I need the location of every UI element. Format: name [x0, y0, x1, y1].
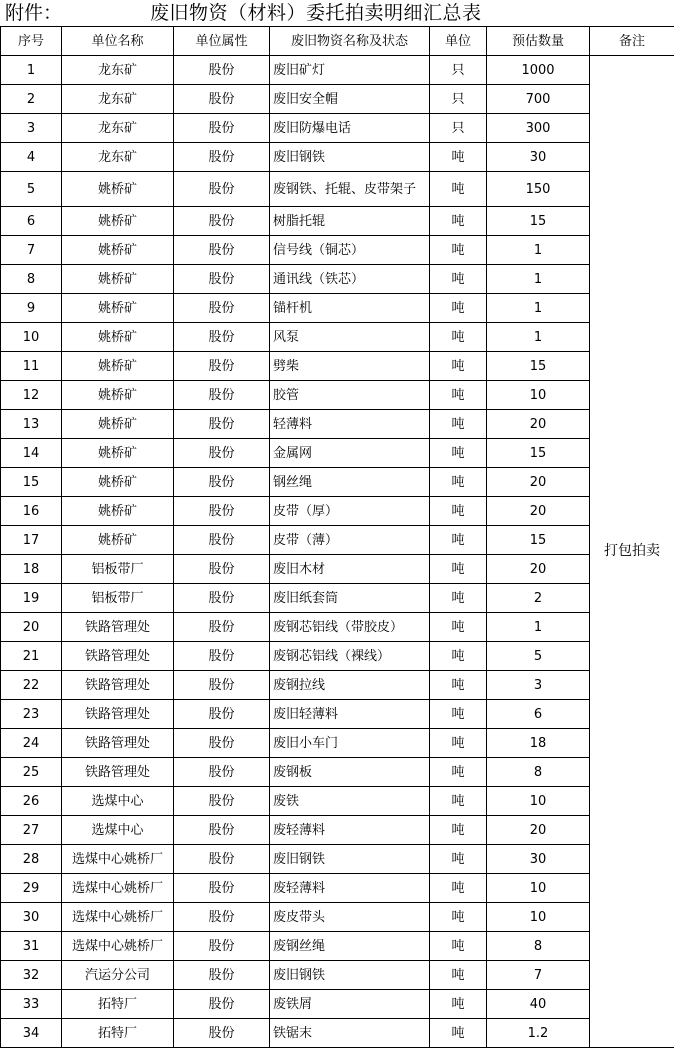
cell-uom: 吨 — [430, 671, 487, 700]
table-row — [1, 526, 674, 555]
cell-uom: 吨 — [430, 845, 487, 874]
item-name-text: 钢丝绳 — [273, 474, 313, 490]
table-row — [1, 207, 674, 236]
cell-no: 12 — [1, 381, 62, 410]
cell-item — [270, 990, 430, 1019]
table-row — [1, 671, 674, 700]
item-name-text: 废钢芯铝线（裸线） — [273, 648, 391, 664]
cell-unit-name: 姚桥矿 — [62, 323, 174, 352]
cell-uom: 吨 — [430, 758, 487, 787]
item-name-text: 皮带（薄） — [273, 532, 339, 548]
cell-attr: 股份 — [174, 584, 270, 613]
table-row — [1, 700, 674, 729]
cell-no: 22 — [1, 671, 62, 700]
cell-unit-name: 选煤中心姚桥厂 — [62, 903, 174, 932]
cell-attr: 股份 — [174, 642, 270, 671]
cell-attr: 股份 — [174, 114, 270, 143]
cell-qty: 10 — [487, 787, 590, 816]
cell-unit-name: 铁路管理处 — [62, 642, 174, 671]
cell-uom: 吨 — [430, 143, 487, 172]
table-row — [1, 729, 674, 758]
item-name-text: 风泵 — [273, 329, 300, 345]
item-name-text: 废旧钢铁 — [273, 149, 326, 165]
cell-qty: 20 — [487, 410, 590, 439]
item-name-text: 废旧轻薄料 — [273, 706, 339, 722]
cell-qty: 3 — [487, 671, 590, 700]
cell-item — [270, 143, 430, 172]
cell-unit-name: 铁路管理处 — [62, 700, 174, 729]
cell-qty: 7 — [487, 961, 590, 990]
cell-qty: 18 — [487, 729, 590, 758]
table-row — [1, 555, 674, 584]
cell-unit-name: 姚桥矿 — [62, 352, 174, 381]
cell-uom: 吨 — [430, 816, 487, 845]
col-header-remark: 备注 — [590, 27, 674, 56]
item-name-text: 废轻薄料 — [273, 822, 326, 838]
cell-uom: 吨 — [430, 236, 487, 265]
table-row — [1, 584, 674, 613]
cell-no: 5 — [1, 172, 62, 207]
cell-uom: 吨 — [430, 323, 487, 352]
cell-attr: 股份 — [174, 468, 270, 497]
item-name-text: 树脂托辊 — [273, 213, 326, 229]
cell-uom: 只 — [430, 85, 487, 114]
item-name-text: 废旧纸套筒 — [273, 590, 339, 606]
cell-qty: 10 — [487, 903, 590, 932]
cell-qty: 15 — [487, 352, 590, 381]
cell-no: 7 — [1, 236, 62, 265]
cell-no: 20 — [1, 613, 62, 642]
cell-no: 11 — [1, 352, 62, 381]
item-name-text: 废旧安全帽 — [273, 91, 339, 107]
cell-unit-name: 铝板带厂 — [62, 584, 174, 613]
cell-attr: 股份 — [174, 700, 270, 729]
col-header-no: 序号 — [1, 27, 62, 56]
cell-attr: 股份 — [174, 845, 270, 874]
cell-uom: 吨 — [430, 381, 487, 410]
table-row — [1, 56, 674, 85]
cell-attr: 股份 — [174, 729, 270, 758]
cell-qty: 15 — [487, 207, 590, 236]
cell-item — [270, 236, 430, 265]
cell-no: 2 — [1, 85, 62, 114]
cell-item — [270, 642, 430, 671]
cell-item — [270, 729, 430, 758]
header-row — [1, 27, 674, 56]
item-name-text: 胶管 — [273, 387, 300, 403]
cell-qty: 1 — [487, 294, 590, 323]
item-name-text: 轻薄料 — [273, 416, 313, 432]
cell-no: 8 — [1, 265, 62, 294]
cell-qty: 20 — [487, 555, 590, 584]
item-name-text: 劈柴 — [273, 358, 300, 374]
cell-qty: 20 — [487, 468, 590, 497]
cell-qty: 1 — [487, 236, 590, 265]
cell-qty: 15 — [487, 439, 590, 468]
cell-attr: 股份 — [174, 526, 270, 555]
cell-item — [270, 1019, 430, 1048]
cell-unit-name: 铁路管理处 — [62, 613, 174, 642]
table-row — [1, 85, 674, 114]
cell-item — [270, 526, 430, 555]
col-header-uom: 单位 — [430, 27, 487, 56]
cell-attr: 股份 — [174, 265, 270, 294]
table-row — [1, 874, 674, 903]
cell-no: 28 — [1, 845, 62, 874]
table-row — [1, 845, 674, 874]
cell-unit-name: 姚桥矿 — [62, 294, 174, 323]
cell-uom: 吨 — [430, 903, 487, 932]
cell-attr: 股份 — [174, 207, 270, 236]
cell-item — [270, 439, 430, 468]
cell-no: 25 — [1, 758, 62, 787]
cell-attr: 股份 — [174, 555, 270, 584]
cell-no: 34 — [1, 1019, 62, 1048]
cell-no: 33 — [1, 990, 62, 1019]
cell-unit-name: 选煤中心 — [62, 787, 174, 816]
cell-attr: 股份 — [174, 874, 270, 903]
table-row — [1, 990, 674, 1019]
cell-unit-name: 铁路管理处 — [62, 758, 174, 787]
item-name-text: 废旧木材 — [273, 561, 326, 577]
cell-uom: 吨 — [430, 294, 487, 323]
cell-uom: 吨 — [430, 700, 487, 729]
table-row — [1, 903, 674, 932]
item-name-text: 废旧防爆电话 — [273, 120, 352, 136]
cell-uom: 吨 — [430, 439, 487, 468]
cell-unit-name: 拓特厂 — [62, 1019, 174, 1048]
item-name-text: 皮带（厚） — [273, 503, 339, 519]
cell-uom: 吨 — [430, 172, 487, 207]
cell-attr: 股份 — [174, 816, 270, 845]
item-name-text: 废铁 — [273, 793, 300, 809]
cell-uom: 吨 — [430, 468, 487, 497]
cell-unit-name: 姚桥矿 — [62, 381, 174, 410]
cell-attr: 股份 — [174, 323, 270, 352]
cell-unit-name: 姚桥矿 — [62, 439, 174, 468]
item-name-text: 废钢丝绳 — [273, 938, 326, 954]
cell-uom: 吨 — [430, 787, 487, 816]
cell-qty: 10 — [487, 381, 590, 410]
item-name-text: 废钢拉线 — [273, 677, 326, 693]
cell-qty: 8 — [487, 932, 590, 961]
cell-unit-name: 龙东矿 — [62, 85, 174, 114]
cell-item — [270, 207, 430, 236]
cell-item — [270, 497, 430, 526]
table-row — [1, 758, 674, 787]
cell-unit-name: 汽运分公司 — [62, 961, 174, 990]
cell-attr: 股份 — [174, 294, 270, 323]
cell-uom: 吨 — [430, 932, 487, 961]
cell-attr: 股份 — [174, 236, 270, 265]
cell-no: 31 — [1, 932, 62, 961]
cell-item — [270, 56, 430, 85]
cell-uom: 吨 — [430, 1019, 487, 1048]
cell-uom: 吨 — [430, 642, 487, 671]
item-name-text: 废旧小车门 — [273, 735, 339, 751]
cell-unit-name: 选煤中心姚桥厂 — [62, 845, 174, 874]
cell-unit-name: 姚桥矿 — [62, 497, 174, 526]
table-row — [1, 468, 674, 497]
table-row — [1, 1019, 674, 1048]
cell-remark: 打包拍卖 — [590, 56, 674, 1048]
cell-uom: 吨 — [430, 352, 487, 381]
cell-attr: 股份 — [174, 143, 270, 172]
cell-qty: 1 — [487, 323, 590, 352]
table-row — [1, 613, 674, 642]
col-header-item: 废旧物资名称及状态 — [270, 27, 430, 56]
item-name-text: 废铁屑 — [273, 996, 313, 1012]
cell-qty: 8 — [487, 758, 590, 787]
cell-qty: 5 — [487, 642, 590, 671]
cell-item — [270, 381, 430, 410]
cell-qty: 2 — [487, 584, 590, 613]
table-row — [1, 381, 674, 410]
cell-no: 10 — [1, 323, 62, 352]
cell-qty: 700 — [487, 85, 590, 114]
cell-qty: 150 — [487, 172, 590, 207]
cell-item — [270, 874, 430, 903]
cell-uom: 吨 — [430, 555, 487, 584]
table-row — [1, 294, 674, 323]
table-row — [1, 439, 674, 468]
cell-no: 23 — [1, 700, 62, 729]
cell-no: 9 — [1, 294, 62, 323]
cell-unit-name: 姚桥矿 — [62, 410, 174, 439]
item-name-text: 废旧钢铁 — [273, 851, 326, 867]
cell-item — [270, 265, 430, 294]
cell-attr: 股份 — [174, 352, 270, 381]
inventory-table — [0, 26, 674, 1048]
cell-qty: 1 — [487, 613, 590, 642]
cell-item — [270, 410, 430, 439]
cell-qty: 1000 — [487, 56, 590, 85]
cell-attr: 股份 — [174, 1019, 270, 1048]
cell-unit-name: 铁路管理处 — [62, 671, 174, 700]
cell-item — [270, 172, 430, 207]
cell-attr: 股份 — [174, 85, 270, 114]
cell-uom: 只 — [430, 114, 487, 143]
table-row — [1, 114, 674, 143]
cell-no: 30 — [1, 903, 62, 932]
cell-attr: 股份 — [174, 758, 270, 787]
cell-attr: 股份 — [174, 932, 270, 961]
cell-unit-name: 姚桥矿 — [62, 207, 174, 236]
cell-unit-name: 姚桥矿 — [62, 172, 174, 207]
attachment-label: 附件： — [5, 2, 63, 24]
cell-unit-name: 龙东矿 — [62, 56, 174, 85]
table-row — [1, 265, 674, 294]
cell-uom: 吨 — [430, 729, 487, 758]
cell-no: 19 — [1, 584, 62, 613]
cell-unit-name: 姚桥矿 — [62, 265, 174, 294]
col-header-attr: 单位属性 — [174, 27, 270, 56]
cell-attr: 股份 — [174, 787, 270, 816]
cell-item — [270, 961, 430, 990]
cell-attr: 股份 — [174, 903, 270, 932]
title-bar — [0, 0, 674, 26]
cell-uom: 吨 — [430, 961, 487, 990]
table-row — [1, 497, 674, 526]
cell-unit-name: 铁路管理处 — [62, 729, 174, 758]
item-name-text: 信号线（铜芯） — [273, 242, 365, 258]
cell-uom: 吨 — [430, 584, 487, 613]
table-body — [1, 56, 674, 1048]
cell-item — [270, 468, 430, 497]
table-row — [1, 816, 674, 845]
cell-item — [270, 555, 430, 584]
table-row — [1, 236, 674, 265]
cell-no: 17 — [1, 526, 62, 555]
cell-attr: 股份 — [174, 497, 270, 526]
cell-no: 6 — [1, 207, 62, 236]
cell-unit-name: 姚桥矿 — [62, 236, 174, 265]
cell-no: 14 — [1, 439, 62, 468]
table-row — [1, 323, 674, 352]
cell-unit-name: 拓特厂 — [62, 990, 174, 1019]
item-name-text: 废旧钢铁 — [273, 967, 326, 983]
table-row — [1, 642, 674, 671]
cell-uom: 吨 — [430, 613, 487, 642]
cell-qty: 30 — [487, 143, 590, 172]
cell-no: 4 — [1, 143, 62, 172]
col-header-unit-name: 单位名称 — [62, 27, 174, 56]
document-title: 废旧物资（材料）委托拍卖明细汇总表 — [150, 2, 482, 24]
cell-uom: 吨 — [430, 207, 487, 236]
item-name-text: 废钢板 — [273, 764, 313, 780]
item-name-text: 锚杆机 — [273, 300, 313, 316]
cell-uom: 吨 — [430, 874, 487, 903]
cell-uom: 吨 — [430, 497, 487, 526]
item-name-text: 废钢铁、托辊、皮带架子 — [273, 181, 417, 197]
cell-item — [270, 845, 430, 874]
item-name-text: 通讯线（铁芯） — [273, 271, 365, 287]
table-row — [1, 961, 674, 990]
cell-item — [270, 700, 430, 729]
cell-item — [270, 294, 430, 323]
cell-unit-name: 姚桥矿 — [62, 526, 174, 555]
cell-unit-name: 龙东矿 — [62, 114, 174, 143]
cell-unit-name: 姚桥矿 — [62, 468, 174, 497]
cell-uom: 只 — [430, 56, 487, 85]
cell-item — [270, 114, 430, 143]
cell-item — [270, 584, 430, 613]
cell-no: 3 — [1, 114, 62, 143]
cell-item — [270, 613, 430, 642]
cell-uom: 吨 — [430, 990, 487, 1019]
cell-item — [270, 323, 430, 352]
cell-item — [270, 85, 430, 114]
cell-item — [270, 758, 430, 787]
cell-item — [270, 816, 430, 845]
item-name-text: 废钢芯铝线（带胶皮） — [273, 619, 404, 635]
item-name-text: 废旧矿灯 — [273, 62, 326, 78]
cell-item — [270, 787, 430, 816]
cell-attr: 股份 — [174, 613, 270, 642]
cell-qty: 300 — [487, 114, 590, 143]
cell-attr: 股份 — [174, 671, 270, 700]
col-header-qty: 预估数量 — [487, 27, 590, 56]
table-row — [1, 932, 674, 961]
cell-uom: 吨 — [430, 265, 487, 294]
cell-qty: 1 — [487, 265, 590, 294]
cell-no: 24 — [1, 729, 62, 758]
cell-unit-name: 选煤中心姚桥厂 — [62, 874, 174, 903]
item-name-text: 金属网 — [273, 445, 313, 461]
cell-attr: 股份 — [174, 410, 270, 439]
cell-qty: 15 — [487, 526, 590, 555]
cell-attr: 股份 — [174, 172, 270, 207]
table-row — [1, 410, 674, 439]
cell-no: 13 — [1, 410, 62, 439]
cell-no: 16 — [1, 497, 62, 526]
cell-unit-name: 龙东矿 — [62, 143, 174, 172]
table-row — [1, 172, 674, 207]
cell-qty: 20 — [487, 497, 590, 526]
cell-qty: 30 — [487, 845, 590, 874]
cell-no: 1 — [1, 56, 62, 85]
cell-item — [270, 352, 430, 381]
cell-qty: 6 — [487, 700, 590, 729]
cell-unit-name: 铝板带厂 — [62, 555, 174, 584]
cell-no: 21 — [1, 642, 62, 671]
table-row — [1, 352, 674, 381]
cell-attr: 股份 — [174, 990, 270, 1019]
item-name-text: 废轻薄料 — [273, 880, 326, 896]
cell-no: 15 — [1, 468, 62, 497]
item-name-text: 废皮带头 — [273, 909, 326, 925]
cell-unit-name: 选煤中心姚桥厂 — [62, 932, 174, 961]
cell-no: 18 — [1, 555, 62, 584]
item-name-text: 铁锯末 — [273, 1025, 313, 1041]
table-row — [1, 787, 674, 816]
cell-no: 32 — [1, 961, 62, 990]
cell-no: 27 — [1, 816, 62, 845]
cell-unit-name: 选煤中心 — [62, 816, 174, 845]
cell-uom: 吨 — [430, 410, 487, 439]
table-row — [1, 143, 674, 172]
cell-attr: 股份 — [174, 439, 270, 468]
cell-item — [270, 903, 430, 932]
cell-qty: 10 — [487, 874, 590, 903]
cell-no: 26 — [1, 787, 62, 816]
cell-item — [270, 932, 430, 961]
cell-item — [270, 671, 430, 700]
cell-attr: 股份 — [174, 381, 270, 410]
cell-attr: 股份 — [174, 56, 270, 85]
cell-qty: 1.2 — [487, 1019, 590, 1048]
cell-uom: 吨 — [430, 526, 487, 555]
cell-attr: 股份 — [174, 961, 270, 990]
cell-qty: 20 — [487, 816, 590, 845]
cell-qty: 40 — [487, 990, 590, 1019]
cell-no: 29 — [1, 874, 62, 903]
